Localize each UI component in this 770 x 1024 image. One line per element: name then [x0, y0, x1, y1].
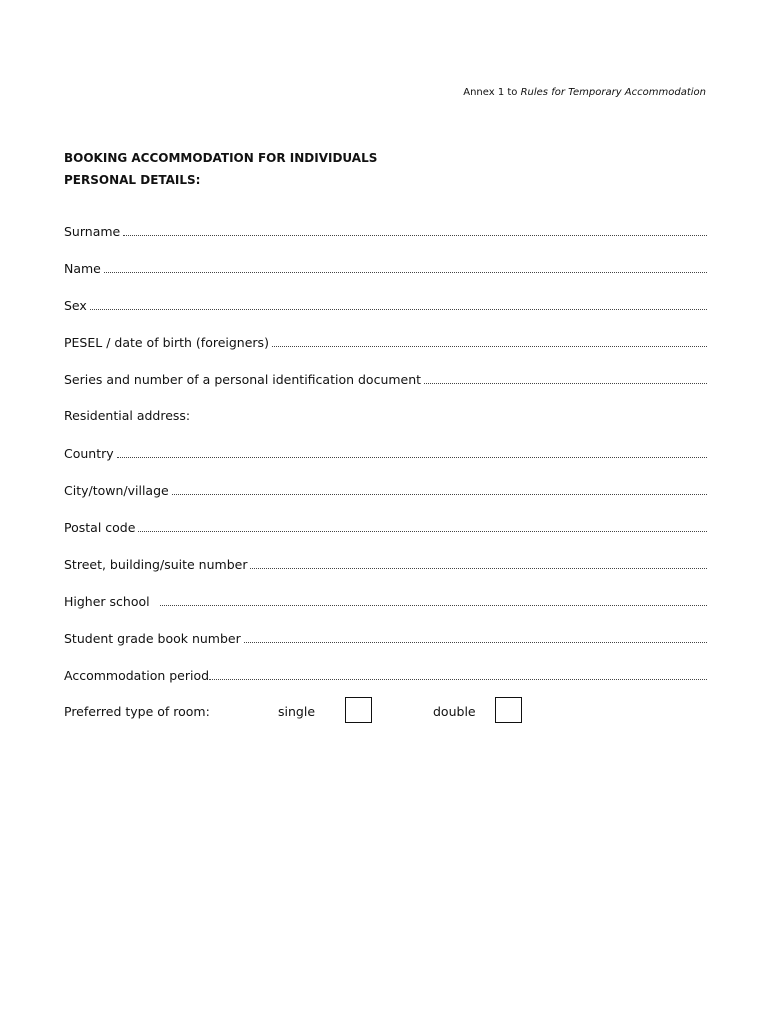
street-label: Street, building/suite number [64, 557, 248, 572]
id-document-field [64, 371, 707, 387]
double-room-checkbox[interactable] [495, 697, 522, 723]
form-title: BOOKING ACCOMMODATION FOR INDIVIDUALS [64, 151, 378, 165]
annex-note [463, 87, 706, 98]
higher-school-label: Higher school [64, 594, 150, 609]
street-input-line[interactable] [250, 567, 707, 569]
higher-school-input-line[interactable] [160, 604, 707, 606]
country-label: Country [64, 446, 114, 461]
postal-code-label: Postal code [64, 520, 136, 535]
sex-field [64, 297, 707, 313]
surname-field [64, 223, 707, 239]
double-room-label: double [433, 704, 476, 719]
sex-label: Sex [64, 298, 87, 313]
id-document-label: Series and number of a personal identification document [64, 372, 422, 387]
name-input-line[interactable] [104, 271, 707, 273]
postal-code-input-line[interactable] [138, 530, 707, 532]
id-document-input-line[interactable] [424, 382, 707, 384]
grade-book-field [64, 630, 707, 646]
pesel-field [64, 334, 707, 350]
accommodation-period-input-line[interactable] [209, 678, 707, 680]
accommodation-period-field [64, 667, 707, 683]
annex-title: Rules for Temporary Accommodation [520, 87, 706, 98]
annex-prefix: Annex 1 to [463, 87, 518, 98]
single-room-checkbox[interactable] [345, 697, 372, 723]
name-label: Name [64, 261, 101, 276]
grade-book-label: Student grade book number [64, 631, 241, 646]
accommodation-period-label: Accommodation period [64, 668, 210, 683]
surname-input-line[interactable] [123, 234, 707, 236]
name-field [64, 260, 707, 276]
residential-address-label: Residential address: [64, 408, 191, 423]
room-type-label: Preferred type of room: [64, 704, 210, 719]
section-title: PERSONAL DETAILS: [64, 173, 201, 187]
postal-code-field [64, 519, 707, 535]
sex-input-line[interactable] [90, 308, 707, 310]
single-room-label: single [278, 704, 316, 719]
surname-label: Surname [64, 224, 121, 239]
higher-school-field [64, 593, 707, 609]
street-field [64, 556, 707, 572]
city-field [64, 482, 707, 498]
grade-book-input-line[interactable] [244, 641, 707, 643]
country-field [64, 445, 707, 461]
pesel-input-line[interactable] [272, 345, 707, 347]
city-label: City/town/village [64, 483, 169, 498]
city-input-line[interactable] [172, 493, 707, 495]
pesel-label: PESEL / date of birth (foreigners) [64, 335, 269, 350]
country-input-line[interactable] [117, 456, 707, 458]
